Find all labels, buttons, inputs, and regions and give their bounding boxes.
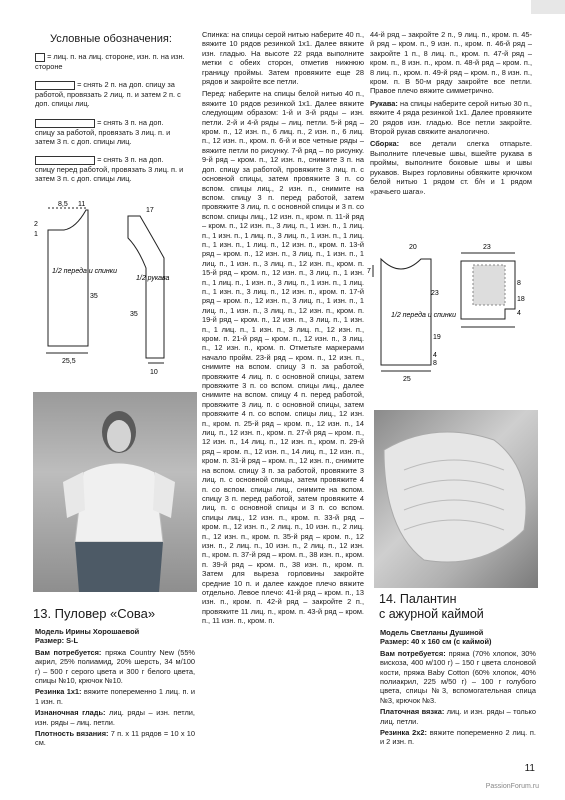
pattern-schema-sweater [28, 198, 198, 383]
assembly-paragraph: Сборка: все детали слегка отпарьте. Выполните плечевые швы, вшейте рукава в проймы, выполните боковые швы и швы рукавов. Вырез горловины обвяжите крючком белой нитью 1 рядом ст. б/н и 1 рядом «рачьего шага». [370, 139, 532, 196]
dim-label: 23 [483, 244, 491, 251]
dim-label: 17 [146, 207, 154, 214]
instructions-column-3 [370, 30, 532, 196]
legend-item-4: = снять 3 п. на доп. спицу перед работой, провязать 3 лиц. п. и затем 3 п. с доп. спицы лиц. [35, 155, 184, 183]
dim-label: 1 [34, 231, 38, 238]
author-line: Модель Светланы Душиной [380, 628, 484, 637]
piece-label-front-back: 1/2 переда и спинки [391, 312, 456, 319]
page-corner-tab [531, 0, 565, 14]
legend-item-2: = снять 2 п. на доп. спицу за работой, провязать 2 лиц. п. и затем 2 п. с доп. спицы лиц. [35, 80, 181, 108]
front-paragraph: Перед: наберите на спицы белой нитью 40 п., вяжите 10 рядов резинкой 1х1. Далее вяжите следующим образом: 1-й и 3-й ряды – изн. петли. 2-й и 4-й ряды – лиц. петли. 5-й ряд – кром. п., 12 изн. п., 6 лиц. п., 2 изн. п., 6 лиц. п., 12 изн. п., кром. п. 6-й и все четные ряды – вяжите петли по рисунку. 7-й ряд – по рисунку. 9-й ряд – кром. п., 12 изн. п., снимите 3 п. на доп. спицу за работой, провяжите 3 лиц. п. с основной спицы, затем провяжите 3 п. со вспом. спицы лиц., 2 изн. п., снимите на вспом. спицу 3 п. перед работой, затем провяжите 3 лиц. п. с основной спицы и 3 п. со вспом. спицы лиц., 12 изн. п., кром. п. 11-й ряд – кром. п., 12 изн. п., 3 лиц. п., 1 изн. п., 1 лиц. п., 1 изн. п., 1 лиц. п., 3 лиц. п., 1 изн. п., 1 лиц. п., 1 изн. п., 1 лиц. п., 12 изн. п., кром. п. 13-й ряд – кром. п., 12 изн. п., 3 лиц. п., 1 изн. п., 1 лиц. п., 1 изн. п., 3 лиц. п., 12 изн. п., кром. п. 15-й ряд – кром. п., 12 изн. п., 3 лиц. п., 1 изн. п., 1 лиц. п., 1 изн. п., 3 лиц. п., 1 изн. п., 1 лиц. п., 1 изн. п., 3 лиц. п., 12 изн. п., кром. п. 17-й ряд – кром. п., 12 изн. п., 3 лиц. п., 1 изн. п., 1 лиц. п., 1 изн. п., 3 лиц. п., 12 изн. п., кром. п. 19-й ряд – кром. п., 12 изн. п., 3 лиц. п., 1 изн. п., 1 лиц. п., 1 изн. п., 3 лиц. п., 12 изн. п., кром. п. 21-й ряд – кром. п., 12 изн. п., 3 лиц. п., 12 изн. п., кром. п. Отметьте маркерами начало пройм. 23-й ряд – кром. п., 12 изн. п., снимите на вспом. спицу 3 п. за работой, провяжите 4 лиц. п. с основной спицы, затем провяжите 3 п. со вспом. спицы лиц., далее снимите на вспом. спицу 4 п. перед работой, провяжите 3 лиц. п. с основной спицы, затем провяжите 4 п. со вспом. спицы лиц., 12 изн. п., кром. п. 25-й ряд – кром. п., 12 изн. п., 14 лиц. п., 12 изн. п., кром. п. 27-й ряд – кром. п., 12 изн. п., 14 лиц. п., 12 изн. п., кром. п. 29-й ряд – кром. п., 12 изн. п., 14 лиц. п., 12 изн. п., кром. п. 31-й ряд – кром. п., 12 изн. п., снимите на вспом. спицу 3 п. за работой, провяжите 3 лиц. п. с основной спицы, затем провяжите 4 п. со вспом. спицы лиц., снимите на вспом. спицу 3 п. перед работой, затем провяжите 4 лиц. п. с основной спицы и 3 п. со вспом. спицы лиц., 12 изн. п., кром. п. 33-й ряд – кром. п., 12 изн. п., 2 лиц. п., 10 изн. п., 2 лиц. п., 12 изн. п., кром. п. 35-й ряд – кром. п., 12 изн. п., 2 лиц. п., 10 изн. п., 2 лиц. п., 12 изн. п., кром. п. 37-й ряд – кром. п., 38 изн. п., кром. п. 39-й ряд – кром. п., 38 изн. п., кром. п. Затем для выреза горловины закройте средние 10 п. и далее каждое плечо вяжите отдельно. Левое плечо: 41-й ряд – кром. п., 13 изн. п., кром. п. 42-й ряд – закройте 2 п., провяжите 11 лиц. п., кром. п. 43-й ряд – кром. п., 11 изн. п., кром. п. [202, 89, 364, 626]
gauge-paragraph: Плотность вязания: 7 п. х 11 рядов = 10 х 10 см. [35, 729, 195, 748]
watermark-site: PassionForum.ru [485, 783, 539, 790]
sleeves-paragraph: Рукава: на спицы наберите серой нитью 30 п., вяжите 4 ряда резинкой 1х1. Далее провяжите 20 рядов изн. гладью. Все петли закройте. Второй рукав свяжите аналогично. [370, 98, 532, 137]
author-line: Модель Ирины Хорошаевой [35, 627, 140, 636]
sweater-model-photo [33, 392, 197, 592]
article-13-title: 13. Пуловер «Сова» [33, 606, 156, 621]
pattern-schema-sweater-2 [365, 235, 535, 400]
piece-label-front-back: 1/2 переда и спинки [52, 268, 117, 275]
rib-2x2-paragraph: Резинка 2х2: вяжите попеременно 2 лиц. п. и 2 изн. п. [380, 728, 536, 747]
cable-2x2-right-icon [35, 81, 75, 90]
photo-illustration-2 [374, 410, 538, 588]
back-paragraph: Спинка: на спицы серой нитью наберите 40 п., вяжите 10 рядов резинкой 1х1. Далее вяжите изн. гладью. На высоте 22 ряда выполните метки с обеих сторон, отметив нижнюю границу проймы. Затем провяжите еще 28 рядов и закройте все петли. [202, 30, 364, 87]
dim-label: 19 [433, 334, 441, 341]
schema-drawing [28, 198, 198, 383]
dim-label: 23 [431, 290, 439, 297]
dim-label: 4 [433, 352, 437, 359]
schema-drawing-2 [365, 235, 535, 400]
dim-label: 25,5 [62, 358, 76, 365]
rib-paragraph: Резинка 1х1: вяжите попеременно 1 лиц. п. и 1 изн. п. [35, 687, 195, 706]
reverse-stockinette-paragraph: Изнаночная гладь: лиц. ряды – изн. петли, изн. ряды – лиц. петли. [35, 708, 195, 727]
article-14-title: 14. Палантин с ажурной каймой [379, 592, 484, 621]
article-13-text [35, 627, 195, 748]
cable-3x3-left-icon [35, 156, 95, 165]
dim-label: 10 [150, 369, 158, 376]
dim-label: 2 [34, 221, 38, 228]
page-number: 11 [524, 763, 535, 774]
piece-label-sleeve: 1/2 рукава [136, 275, 170, 282]
knit-symbol-icon [35, 53, 45, 62]
article-14-text [380, 628, 536, 747]
dim-label: 8 [517, 280, 521, 287]
cable-3x3-right-icon [35, 119, 95, 128]
materials-paragraph: Вам потребуется: пряжа Country New (55% акрил, 25% полиамид, 20% шерсть, 34 м/100 г) – 500 г серого цвета и 300 г белого цвета, спицы №10, крючок №10. [35, 647, 195, 686]
dim-label: 35 [90, 293, 98, 300]
scarf-photo [374, 410, 538, 588]
shoulder-paragraph: 44-й ряд – закройте 2 п., 9 лиц. п., кром. п. 45-й ряд – кром. п., 9 изн. п., кром. п. 46-й ряд – закройте 1 п., 8 лиц. п., кром. п. 47-й ряд – кром. п., 8 изн. п., кром. п. 48-й ряд – кром. п., 8 лиц. п., кром. п. 49-й ряд – кром. п., 8 изн. п., кром. п. В 50-м ряду закройте все петли. Правое плечо вяжите симметрично. [370, 30, 532, 96]
size-line: Размер: 40 х 160 см (с каймой) [380, 637, 492, 647]
dim-label: 8 [433, 360, 437, 367]
size-line: Размер: S-L [35, 636, 79, 646]
instructions-column-2 [202, 30, 364, 626]
dim-label: 25 [403, 376, 411, 383]
photo-illustration [33, 392, 197, 592]
legend-item-1: = лиц. п. на лиц. стороне, изн. п. на изн. стороне [35, 52, 185, 71]
dim-label: 35 [130, 311, 138, 318]
garter-stitch-paragraph: Платочная вязка: лиц. и изн. ряды – только лиц. петли. [380, 707, 536, 726]
legend-item-3: = снять 3 п. на доп. спицу за работой, провязать 3 лиц. п. и затем 3 п. с доп. спицы лиц. [35, 118, 171, 146]
dim-label: 18 [517, 296, 525, 303]
dim-label: 4 [517, 310, 521, 317]
dim-label: 8,5 [58, 201, 68, 208]
dim-label: 20 [409, 244, 417, 251]
legend-title: Условные обозначения: [50, 33, 172, 45]
dim-label: 11 [78, 201, 86, 208]
materials-paragraph: Вам потребуется: пряжа (70% хлопок, 30% вискоза, 400 м/100 г) – 150 г цвета слоновой кости, пряжа Baby Cotton (60% хлопок, 40% полиакрил, 225 м/50 г) – 100 г голубого цвета, спицы №3, вспомогательная спица №3, крючок №3. [380, 648, 536, 705]
dim-label: 7 [367, 268, 371, 275]
